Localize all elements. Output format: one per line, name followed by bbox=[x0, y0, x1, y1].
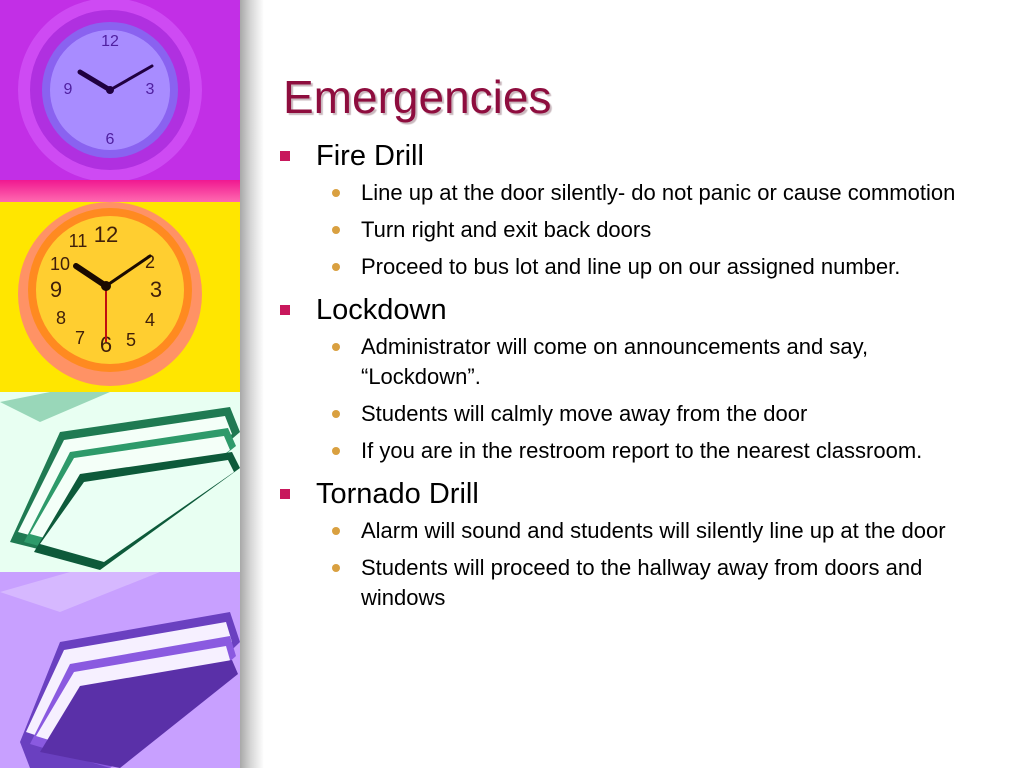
decorative-image-strip bbox=[0, 0, 240, 768]
round-bullet-icon bbox=[332, 447, 340, 455]
purple-clock-image bbox=[0, 0, 240, 180]
svg-text:5: 5 bbox=[125, 330, 137, 350]
section-heading bbox=[278, 476, 998, 512]
section-fire-drill bbox=[278, 138, 998, 282]
svg-text:3: 3 bbox=[149, 277, 163, 302]
list-item: Students will calmly move away from the door bbox=[278, 399, 998, 429]
square-bullet-icon bbox=[280, 305, 290, 315]
svg-text:9: 9 bbox=[63, 81, 73, 98]
svg-text:3: 3 bbox=[145, 81, 155, 98]
list-item: Students will proceed to the hallway away from doors and windows bbox=[278, 553, 998, 613]
section-lockdown bbox=[278, 292, 998, 466]
svg-text:7: 7 bbox=[74, 328, 86, 348]
round-bullet-icon bbox=[332, 410, 340, 418]
bullet-list bbox=[278, 516, 998, 613]
slide-title: Emergencies bbox=[283, 71, 552, 123]
list-item: Alarm will sound and students will silently line up at the door bbox=[278, 516, 998, 546]
list-item: Turn right and exit back doors bbox=[278, 215, 998, 245]
list-item: Administrator will come on announcements and say, “Lockdown”. bbox=[278, 332, 998, 392]
round-bullet-icon bbox=[332, 226, 340, 234]
round-bullet-icon bbox=[332, 343, 340, 351]
svg-text:12: 12 bbox=[93, 222, 119, 247]
green-books-image bbox=[0, 392, 240, 572]
section-tornado-drill bbox=[278, 476, 998, 613]
square-bullet-icon bbox=[280, 489, 290, 499]
svg-text:6: 6 bbox=[105, 131, 115, 148]
list-item: Line up at the door silently- do not panic or cause commotion bbox=[278, 178, 998, 208]
svg-text:2: 2 bbox=[144, 252, 156, 272]
purple-books-image bbox=[0, 572, 240, 768]
svg-text:8: 8 bbox=[55, 308, 67, 328]
bullet-list bbox=[278, 178, 998, 282]
svg-text:12: 12 bbox=[101, 33, 119, 50]
slide-body bbox=[278, 138, 998, 623]
divider-shadow bbox=[240, 0, 264, 768]
svg-text:11: 11 bbox=[68, 231, 88, 251]
svg-text:6: 6 bbox=[99, 332, 113, 357]
round-bullet-icon bbox=[332, 527, 340, 535]
bullet-list bbox=[278, 332, 998, 466]
heading-text: Tornado Drill bbox=[316, 478, 479, 510]
svg-text:9: 9 bbox=[49, 277, 63, 302]
round-bullet-icon bbox=[332, 189, 340, 197]
section-heading bbox=[278, 292, 998, 328]
pink-divider bbox=[0, 180, 240, 202]
svg-text:10: 10 bbox=[49, 254, 71, 274]
svg-text:4: 4 bbox=[144, 310, 156, 330]
round-bullet-icon bbox=[332, 263, 340, 271]
heading-text: Lockdown bbox=[316, 294, 447, 326]
square-bullet-icon bbox=[280, 151, 290, 161]
list-item: If you are in the restroom report to the nearest classroom. bbox=[278, 436, 998, 466]
section-heading bbox=[278, 138, 998, 174]
yellow-clock-image bbox=[0, 202, 240, 392]
heading-text: Fire Drill bbox=[316, 140, 424, 172]
round-bullet-icon bbox=[332, 564, 340, 572]
list-item: Proceed to bus lot and line up on our assigned number. bbox=[278, 252, 998, 282]
